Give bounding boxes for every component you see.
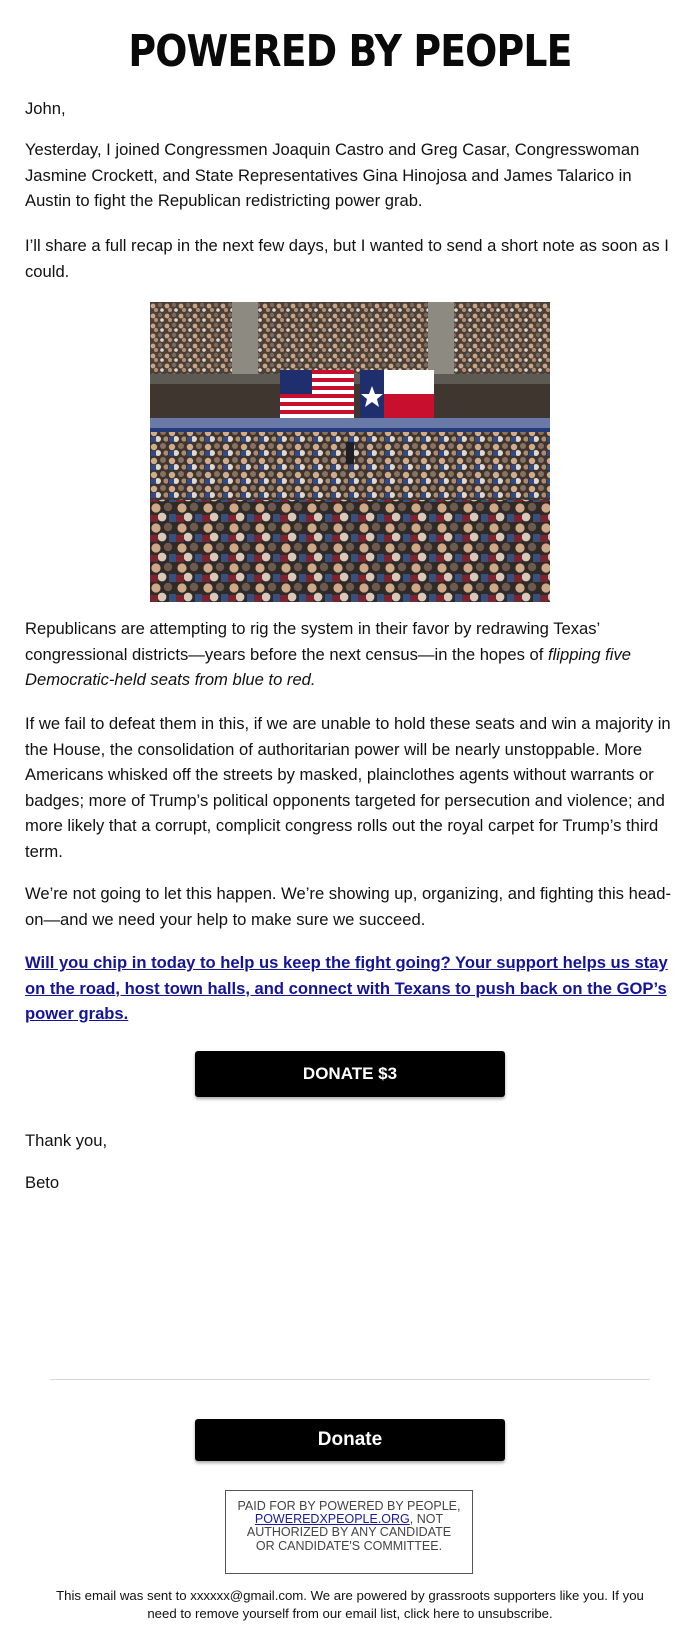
unsubscribe-notice: This email was sent to xxxxxx@gmail.com. We are powered by grassroots supporters like you. If you need to remove yourself from our email list, click here to unsubscribe. xyxy=(56,1588,644,1621)
brand-logo: POWERED BY PEOPLE xyxy=(128,26,572,77)
signature-text: Beto xyxy=(25,1173,60,1192)
signature xyxy=(25,1170,673,1211)
closing xyxy=(25,1128,673,1169)
poweredxpeople-link[interactable]: POWEREDXPEOPLE.ORG xyxy=(254,1512,410,1527)
paid-for-disclaimer xyxy=(225,1490,473,1574)
cta-donate-link[interactable]: Will you chip in today to help us keep the fight going? Your support helps us stay on the road, host town halls, and connect with Texans to push back on the GOP’s power grabs. xyxy=(25,953,668,1023)
cta-paragraph xyxy=(25,950,673,1027)
disclaimer-after: , NOT AUTHORIZED BY ANY CANDIDATE OR CANDIDATE'S COMMITTEE. xyxy=(246,1512,452,1553)
paragraph-4-text: If we fail to defeat them in this, if we are unable to hold these seats and win a majority in the House, the consolidation of authoritarian power will be nearly unstoppable. More Americans whisked off the streets by masked, plainclothes agents without warrants or badges; more of Trump’s political opponents targeted for persecution and violence; and more likely that a corrupt, complicit congress rolls out the royal carpet for Trump’s third term. xyxy=(25,714,671,861)
paragraph-1-text: Yesterday, I joined Congressmen Joaquin Castro and Greg Casar, Congresswoman Jasmine Crockett, and State Representatives Gina Hinojosa and James Talarico in Austin to fight the Republican redistricting power grab. xyxy=(25,140,640,210)
paragraph-2 xyxy=(25,233,673,299)
paragraph-3-plain: Republicans are attempting to rig the system in their favor by redrawing Texas’ congressional districts—years before the next census—in the hopes of xyxy=(25,619,600,664)
paragraph-5 xyxy=(25,881,673,947)
paragraph-3-text xyxy=(25,616,673,693)
closing-text: Thank you, xyxy=(25,1131,108,1150)
footer-divider xyxy=(50,1379,650,1380)
greeting-text: John, xyxy=(25,99,66,118)
donate-3-button[interactable]: DONATE $3 xyxy=(195,1051,505,1097)
us-flag-icon xyxy=(280,370,354,418)
paragraph-5-text: We’re not going to let this happen. We’re showing up, organizing, and fighting this head-on—and we need your help to make sure we succeed. xyxy=(25,884,672,929)
texas-flag-icon xyxy=(360,370,434,418)
paragraph-1 xyxy=(25,137,673,229)
donate-button[interactable]: Donate xyxy=(195,1419,505,1461)
rally-crowd-photo xyxy=(150,302,550,602)
greeting xyxy=(25,96,673,137)
paragraph-4 xyxy=(25,711,673,879)
paragraph-3-italic: flipping five Democratic-held seats from blue to red. xyxy=(25,644,632,689)
paragraph-2-text: I’ll share a full recap in the next few days, but I wanted to send a short note as soon as I could. xyxy=(25,236,669,281)
paragraph-3 xyxy=(25,616,673,708)
disclaimer-before: PAID FOR BY POWERED BY PEOPLE, xyxy=(237,1499,461,1513)
